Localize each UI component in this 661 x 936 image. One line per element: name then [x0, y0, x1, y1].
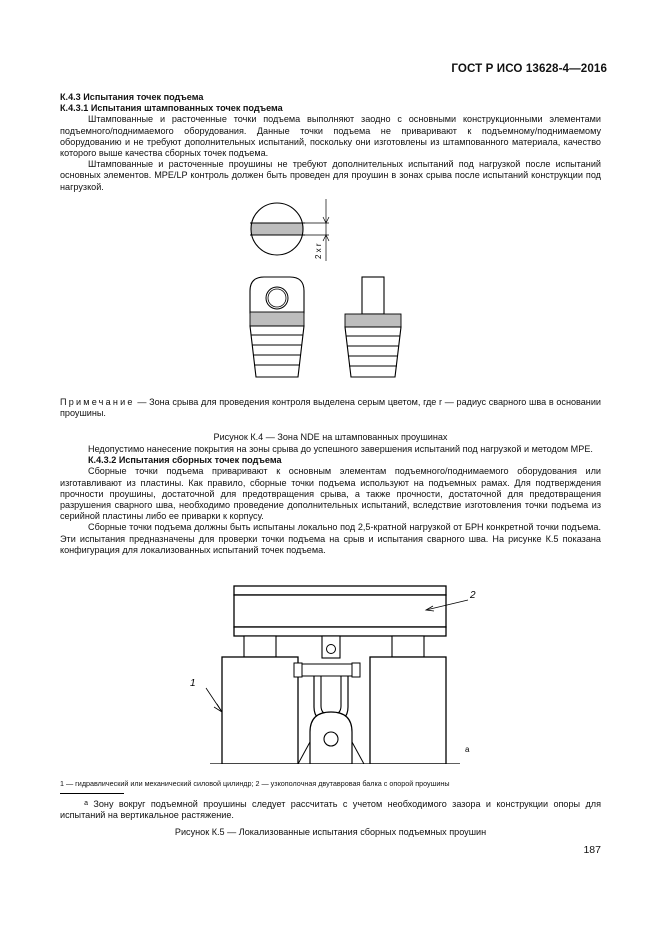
paragraph: Штампованные и расточенные проушины не требуют дополнительных испытаний под нагрузкой после испытаний основных элементов. MPE/LP контроль должен быть проведен для проушин в зонах срыва после испытаний конструкции под нагрузкой.: [60, 159, 601, 192]
figure-k5-caption: Рисунок К.5 — Локализованные испытания сборных подъемных проушин: [174, 827, 487, 837]
footnote-text: Зону вокруг подъемной проушины следует рассчитать с учетом необходимого зазора и конструкции опоры для испытаний на вертикальное растяжение.: [60, 799, 601, 821]
section-k43: [60, 92, 601, 193]
label-1: 1: [190, 678, 196, 689]
label-a: a: [465, 745, 470, 754]
note-label: Примечание: [60, 397, 135, 407]
subsection-heading: К.4.3.2 Испытания сборных точек подъема: [88, 455, 282, 466]
footnote-separator: [60, 793, 124, 794]
figure-k5-legend: 1 — гидравлический или механический силовой цилиндр; 2 — узкополочная двутавровая балка с опорой проушины: [60, 779, 450, 788]
paragraph: Сборные точки подъема приваривают к основным элементам подъемного/поднимаемого оборудования или изготавливают из пластины. Как правило, сборные точки подъема используют на подъемных рамах. Для подтверждения прочности проушины, достаточной для предотвращения срыва, а также прочности, достаточной для предотвращения разрушения сварного шва, необходимо проведение дополнительных испытаний, вследствие изготовления точки подъема из серийной пластины либо ее приварки к корпусу.: [60, 466, 601, 522]
page-number: 187: [583, 844, 601, 856]
footnote-marker: a: [84, 800, 88, 807]
figure-k4-caption: Рисунок К.4 — Зона NDE на штампованных проушинах: [213, 432, 448, 442]
section-k432: [60, 444, 601, 556]
paragraph: Штампованные и расточенные точки подъема выполняют заодно с основными конструкционными элементами подъемного/поднимаемого оборудования. Данные точки подъема не приваривают к подъемному/поднимаемому оборудованию и не требуют дополнительных испытаний, поскольку они изготовлены из штампованного материала, качество которого выше качества сборных точек подъема.: [60, 114, 601, 159]
figure-k5-footnote: [60, 798, 601, 821]
dimension-label: 2 x r: [314, 243, 323, 259]
figure-k4-drawing: [230, 195, 430, 395]
document-header: ГОСТ Р ИСО 13628-4—2016: [451, 62, 607, 75]
paragraph: Сборные точки подъема должны быть испытаны локально под 2,5-кратной нагрузкой от БРН конкретной точки подъема. Эти испытания предназначены для проверки точки подъема на срыв и испытания сварного шва. На рисунке К.5 показана конфигурация для локализованных испытаний точек подъема.: [60, 522, 601, 555]
figure-k5-drawing: [170, 582, 500, 764]
section-heading: К.4.3 Испытания точек подъема: [60, 92, 204, 102]
note-text: — Зона срыва для проведения контроля выделена серым цветом, где r — радиус сварного шва в основании проушины.: [60, 397, 601, 419]
label-2: 2: [470, 590, 476, 601]
figure-k4-note: [60, 397, 601, 419]
paragraph: Недопустимо нанесение покрытия на зоны срыва до успешного завершения испытаний под нагрузкой и методом MPE.: [88, 444, 593, 454]
subsection-heading: К.4.3.1 Испытания штампованных точек подъема: [60, 103, 283, 114]
